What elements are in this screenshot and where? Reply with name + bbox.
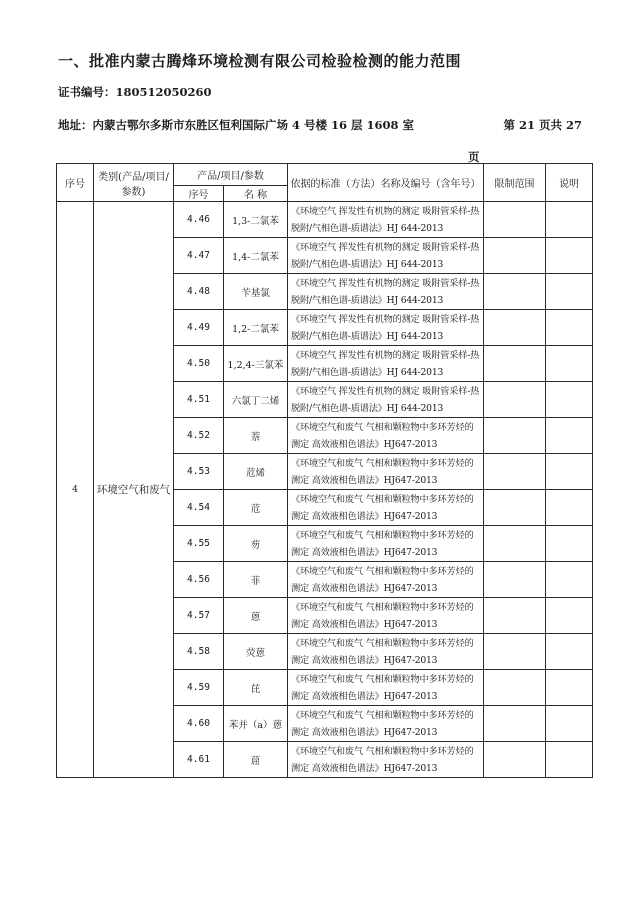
- cell-standard: 《环境空气和废气 气相和颗粒物中多环芳烃的测定 高效液相色谱法》HJ647-2013: [288, 418, 484, 454]
- cell-name: 苊: [224, 490, 288, 526]
- cell-no: 4.58: [174, 634, 224, 670]
- cell-note: [546, 490, 593, 526]
- cell-name: 芴: [224, 526, 288, 562]
- cell-no: 4.48: [174, 274, 224, 310]
- header-standard: 依据的标准（方法）名称及编号（含年号）: [288, 164, 484, 202]
- group-seq: 4: [57, 202, 94, 778]
- cell-note: [546, 634, 593, 670]
- cell-standard: 《环境空气 挥发性有机物的测定 吸附管采样-热脱附/气相色谱-质谱法》HJ 644-2013: [288, 274, 484, 310]
- cell-no: 4.55: [174, 526, 224, 562]
- cell-limit: [484, 454, 546, 490]
- cell-limit: [484, 490, 546, 526]
- page-info: 第 21 页共 27: [503, 118, 582, 132]
- cell-name: 䓛: [224, 742, 288, 778]
- cell-note: [546, 382, 593, 418]
- capability-table: [56, 163, 593, 778]
- cell-standard: 《环境空气和废气 气相和颗粒物中多环芳烃的测定 高效液相色谱法》HJ647-2013: [288, 706, 484, 742]
- page-title: 一、批准内蒙古腾烽环境检测有限公司检验检测的能力范围: [58, 52, 462, 70]
- cell-no: 4.54: [174, 490, 224, 526]
- cell-limit: [484, 418, 546, 454]
- cell-standard: 《环境空气和废气 气相和颗粒物中多环芳烃的测定 高效液相色谱法》HJ647-2013: [288, 670, 484, 706]
- cell-standard: 《环境空气和废气 气相和颗粒物中多环芳烃的测定 高效液相色谱法》HJ647-2013: [288, 526, 484, 562]
- cell-limit: [484, 598, 546, 634]
- cell-limit: [484, 346, 546, 382]
- cell-standard: 《环境空气 挥发性有机物的测定 吸附管采样-热脱附/气相色谱-质谱法》HJ 644-2013: [288, 310, 484, 346]
- cell-name: 萘: [224, 418, 288, 454]
- cell-name: 苄基氯: [224, 274, 288, 310]
- cell-no: 4.61: [174, 742, 224, 778]
- cell-standard: 《环境空气和废气 气相和颗粒物中多环芳烃的测定 高效液相色谱法》HJ647-2013: [288, 562, 484, 598]
- cell-limit: [484, 274, 546, 310]
- header-product-group: 产品/项目/参数: [174, 164, 288, 186]
- cell-note: [546, 202, 593, 238]
- page-info-continuation: 页: [468, 150, 480, 164]
- header-note: 说明: [546, 164, 593, 202]
- cell-standard: 《环境空气 挥发性有机物的测定 吸附管采样-热脱附/气相色谱-质谱法》HJ 644-2013: [288, 346, 484, 382]
- header-sub-seq: 序号: [174, 186, 224, 202]
- cell-note: [546, 454, 593, 490]
- cell-standard: 《环境空气和废气 气相和颗粒物中多环芳烃的测定 高效液相色谱法》HJ647-2013: [288, 598, 484, 634]
- cell-note: [546, 346, 593, 382]
- cell-limit: [484, 310, 546, 346]
- cell-name: 六氯丁二烯: [224, 382, 288, 418]
- cell-note: [546, 238, 593, 274]
- cell-note: [546, 526, 593, 562]
- cell-note: [546, 418, 593, 454]
- cell-standard: 《环境空气 挥发性有机物的测定 吸附管采样-热脱附/气相色谱-质谱法》HJ 644-2013: [288, 382, 484, 418]
- cell-name: 芘: [224, 670, 288, 706]
- header-category: 类别(产品/项目/参数): [94, 164, 174, 202]
- cell-name: 苊烯: [224, 454, 288, 490]
- cell-note: [546, 274, 593, 310]
- cell-limit: [484, 526, 546, 562]
- cell-note: [546, 310, 593, 346]
- cell-standard: 《环境空气和废气 气相和颗粒物中多环芳烃的测定 高效液相色谱法》HJ647-2013: [288, 742, 484, 778]
- cell-name: 菲: [224, 562, 288, 598]
- cell-no: 4.57: [174, 598, 224, 634]
- cell-limit: [484, 238, 546, 274]
- cell-limit: [484, 562, 546, 598]
- header-seq: 序号: [57, 164, 94, 202]
- cell-limit: [484, 382, 546, 418]
- cell-no: 4.50: [174, 346, 224, 382]
- cell-standard: 《环境空气 挥发性有机物的测定 吸附管采样-热脱附/气相色谱-质谱法》HJ 644-2013: [288, 202, 484, 238]
- cell-limit: [484, 706, 546, 742]
- cell-no: 4.56: [174, 562, 224, 598]
- cell-standard: 《环境空气 挥发性有机物的测定 吸附管采样-热脱附/气相色谱-质谱法》HJ 644-2013: [288, 238, 484, 274]
- cell-note: [546, 742, 593, 778]
- cell-no: 4.51: [174, 382, 224, 418]
- cell-limit: [484, 670, 546, 706]
- cell-name: 1,2-二氯苯: [224, 310, 288, 346]
- cell-name: 蒽: [224, 598, 288, 634]
- cell-no: 4.46: [174, 202, 224, 238]
- cell-limit: [484, 202, 546, 238]
- cell-name: 1,4-二氯苯: [224, 238, 288, 274]
- cell-note: [546, 562, 593, 598]
- certificate-number: 证书编号：180512050260: [58, 85, 212, 99]
- cell-no: 4.60: [174, 706, 224, 742]
- cell-no: 4.52: [174, 418, 224, 454]
- cell-no: 4.59: [174, 670, 224, 706]
- cell-name: 1,2,4-三氯苯: [224, 346, 288, 382]
- cell-no: 4.47: [174, 238, 224, 274]
- cell-limit: [484, 634, 546, 670]
- cell-standard: 《环境空气和废气 气相和颗粒物中多环芳烃的测定 高效液相色谱法》HJ647-2013: [288, 634, 484, 670]
- cell-note: [546, 598, 593, 634]
- cell-no: 4.49: [174, 310, 224, 346]
- header-limit: 限制范围: [484, 164, 546, 202]
- cell-name: 1,3-二氯苯: [224, 202, 288, 238]
- cell-note: [546, 670, 593, 706]
- cell-name: 荧蒽: [224, 634, 288, 670]
- table-row: [57, 202, 593, 238]
- cell-name: 苯并（a）蒽: [224, 706, 288, 742]
- address: 地址：内蒙古鄂尔多斯市东胜区恒利国际广场 4 号楼 16 层 1608 室: [58, 118, 415, 132]
- cell-standard: 《环境空气和废气 气相和颗粒物中多环芳烃的测定 高效液相色谱法》HJ647-2013: [288, 454, 484, 490]
- cell-standard: 《环境空气和废气 气相和颗粒物中多环芳烃的测定 高效液相色谱法》HJ647-2013: [288, 490, 484, 526]
- cell-note: [546, 706, 593, 742]
- header-name: 名 称: [224, 186, 288, 202]
- cell-limit: [484, 742, 546, 778]
- group-category: 环境空气和废气: [94, 202, 174, 778]
- cell-no: 4.53: [174, 454, 224, 490]
